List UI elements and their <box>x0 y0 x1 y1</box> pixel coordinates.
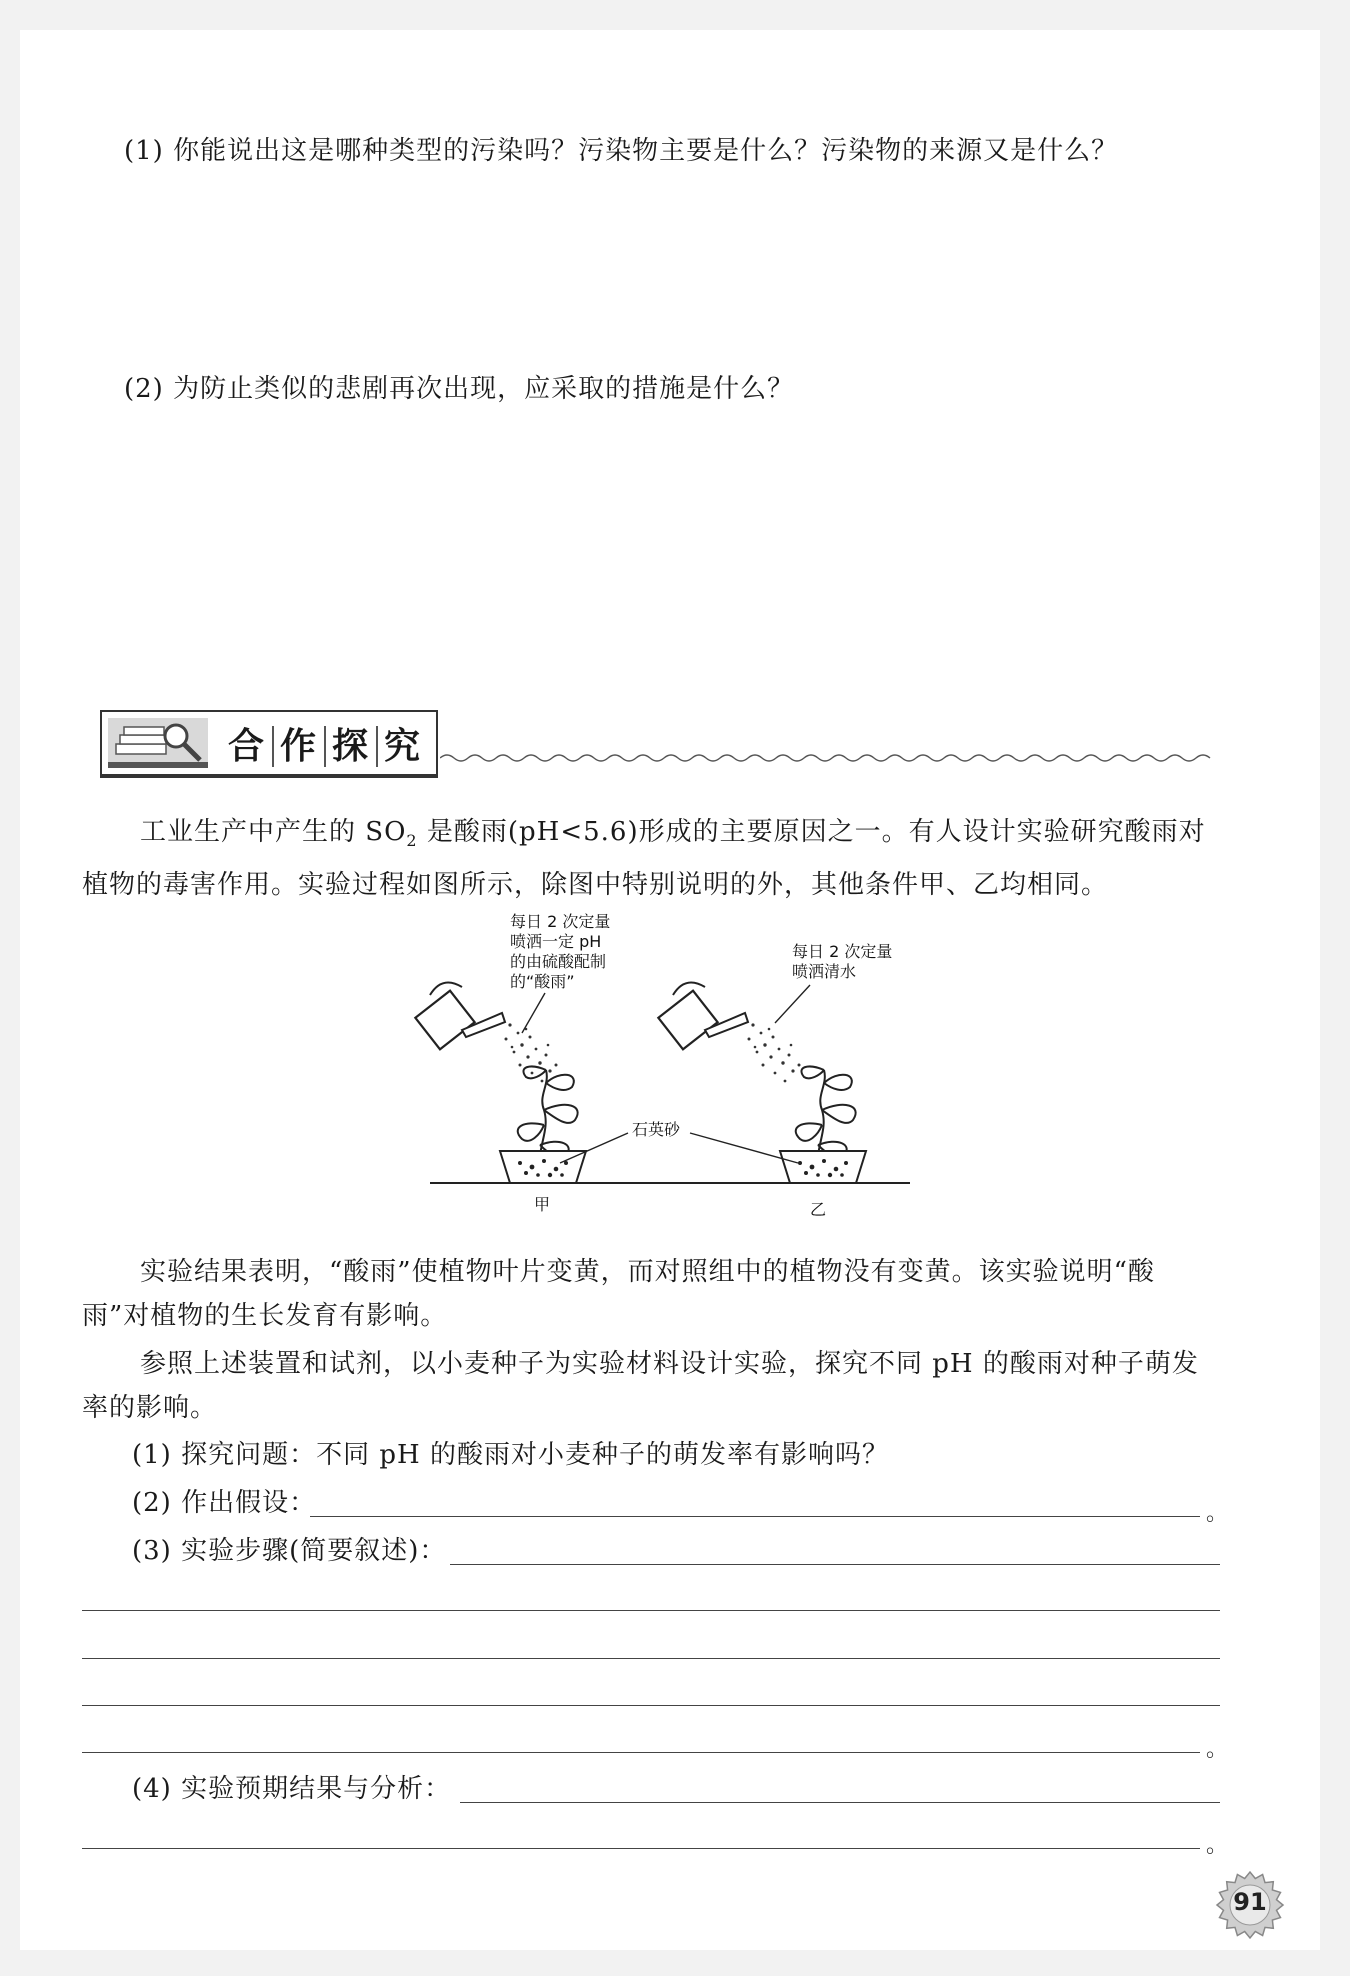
label-pot-yi: 乙 <box>810 1200 827 1219</box>
answer-line-steps-4[interactable] <box>82 1705 1220 1706</box>
section-title <box>222 718 428 769</box>
label-right-line-2: 喷洒清水 <box>792 962 857 981</box>
books-magnifier-icon <box>108 718 208 768</box>
end-mark: 。 <box>1206 1833 1229 1858</box>
section-title-char: 作 <box>274 726 326 767</box>
end-mark: 。 <box>1206 1501 1229 1526</box>
intro-subscript: 2 <box>406 831 418 851</box>
answer-line-analysis-2[interactable] <box>82 1848 1200 1849</box>
design-paragraph: 参照上述装置和试剂，以小麦种子为实验材料设计实验，探究不同 pH 的酸雨对种子萌发率的影响。 <box>82 1349 1199 1423</box>
watering-can-right-icon <box>658 983 748 1050</box>
intro-text-a: 工业生产中产生的 SO <box>140 817 407 847</box>
label-left-line-3: 的由硫酸配制 <box>510 952 607 971</box>
label-right-line-1: 每日 2 次定量 <box>792 942 893 961</box>
label-left-line-4: 的“酸雨” <box>510 972 575 991</box>
answer-line-hypothesis[interactable] <box>310 1516 1200 1517</box>
label-left-line-1: 每日 2 次定量 <box>510 912 611 931</box>
intro-paragraph <box>82 810 1222 907</box>
answer-line-steps-2[interactable] <box>82 1610 1220 1611</box>
pot-right <box>780 1151 866 1183</box>
leader-line-right <box>775 985 810 1023</box>
question-1-pollution-type: (1) 你能说出这是哪种类型的污染吗？污染物主要是什么？污染物的来源又是什么？ <box>124 136 1119 166</box>
acid-rain-spray-left <box>505 1023 558 1082</box>
page-number-badge <box>1215 1870 1285 1940</box>
acid-rain-experiment-figure <box>410 905 930 1235</box>
label-quartz-sand: 石英砂 <box>632 1120 681 1139</box>
leader-line-sand-left <box>560 1133 628 1163</box>
watering-can-left-icon <box>415 983 505 1050</box>
task-1-question: (1) 探究问题：不同 pH 的酸雨对小麦种子的萌发率有影响吗？ <box>132 1440 889 1470</box>
leader-line-sand-right <box>690 1133 798 1163</box>
label-pot-jia: 甲 <box>534 1195 551 1214</box>
section-title-char: 探 <box>326 726 378 767</box>
intro-text-b: 是酸雨(pH<5.6)形成的主要原因之一。有人设计实验研究酸雨对植物的毒害作用。实验过程如图所示，除图中特别说明的外，其他条件甲、乙均相同。 <box>82 817 1206 901</box>
leader-line-left <box>522 993 545 1033</box>
results-paragraph: 实验结果表明，“酸雨”使植物叶片变黄，而对照组中的植物没有变黄。该实验说明“酸雨”对植物的生长发育有影响。 <box>82 1257 1155 1331</box>
page-number: 91 <box>1233 1888 1267 1916</box>
task-3-label: (3) 实验步骤(简要叙述)： <box>132 1536 447 1566</box>
task-2-label: (2) 作出假设： <box>132 1488 317 1518</box>
section-header-box <box>100 710 438 778</box>
workbook-page <box>20 30 1320 1950</box>
end-mark: 。 <box>1206 1737 1229 1762</box>
section-title-char: 究 <box>384 726 423 767</box>
question-2-prevention: (2) 为防止类似的悲剧再次出现，应采取的措施是什么？ <box>124 374 795 404</box>
answer-line-steps-5[interactable] <box>82 1752 1200 1753</box>
answer-line-steps-1[interactable] <box>450 1564 1220 1565</box>
task-4-label: (4) 实验预期结果与分析： <box>132 1774 452 1804</box>
answer-line-steps-3[interactable] <box>82 1658 1220 1659</box>
water-spray-right <box>748 1023 801 1082</box>
section-title-char: 合 <box>222 726 274 767</box>
section-wavy-divider <box>440 750 1215 766</box>
label-left-line-2: 喷洒一定 pH <box>510 932 602 951</box>
answer-line-analysis-1[interactable] <box>460 1802 1220 1803</box>
pot-left <box>500 1151 586 1183</box>
